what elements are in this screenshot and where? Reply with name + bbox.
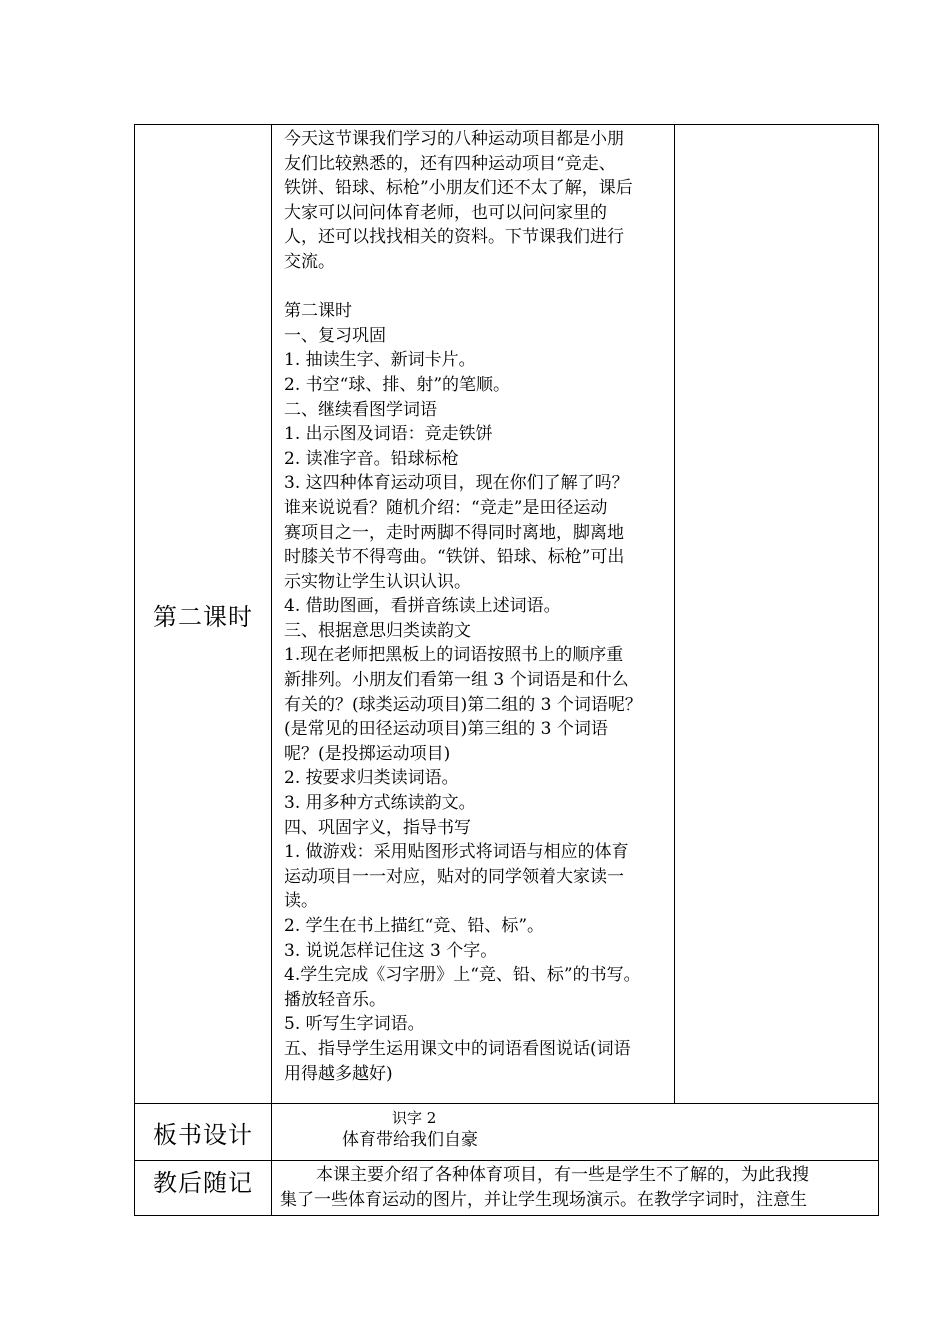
lesson-line: 读。	[284, 891, 318, 912]
lesson-label: 第二课时	[135, 125, 272, 1104]
lesson-line: 二、继续看图学词语	[284, 399, 437, 420]
lesson-line: 三、根据意思归类读韵文	[284, 620, 471, 641]
lesson-line: 5. 听写生字词语。	[284, 1014, 425, 1035]
lesson-line: 今天这节课我们学习的八种运动项目都是小朋	[284, 129, 624, 149]
lesson-line: 示实物让学生认识认识。	[284, 571, 471, 592]
reflection-line: 集了一些体育运动的图片，并让学生现场演示。在教学字词时，注意生	[280, 1190, 807, 1210]
lesson-line: 运动项目一一对应，贴对的同学领着大家读一	[284, 866, 624, 887]
lesson-line: 第二课时	[284, 301, 352, 322]
lesson-line: 3. 用多种方式练读韵文。	[284, 793, 476, 814]
lesson-line: 人，还可以找找相关的资料。下节课我们进行	[284, 227, 624, 248]
lesson-line: (是常见的田径运动项目)第三组的 3 个词语	[284, 719, 608, 740]
reflection-row	[135, 1161, 879, 1216]
lesson-content	[272, 125, 675, 1104]
lesson-line	[284, 275, 666, 300]
lesson-line: 1. 抽读生字、新词卡片。	[284, 350, 476, 371]
lesson-line: 2. 书空“球、排、射”的笔顺。	[284, 374, 511, 395]
lesson-line: 1. 做游戏：采用贴图形式将词语与相应的体育	[284, 842, 629, 863]
lesson-line: 2. 读准字音。铅球标枪	[284, 448, 459, 469]
lesson-row	[135, 125, 879, 1104]
lesson-line: 一、复习巩固	[284, 325, 386, 346]
lesson-line: 播放轻音乐。	[284, 989, 386, 1010]
lesson-plan-table	[134, 124, 879, 1216]
board-design-label: 板书设计	[135, 1104, 272, 1161]
lesson-line: 五、指导学生运用课文中的词语看图说话(词语	[284, 1038, 631, 1059]
board-subtitle: 体育带给我们自豪	[342, 1130, 478, 1150]
reflection-content	[272, 1161, 879, 1216]
notes-cell	[675, 125, 879, 1104]
board-design-content	[272, 1104, 879, 1161]
reflection-label: 教后随记	[135, 1161, 272, 1216]
lesson-line: 3. 这四种体育运动项目，现在你们了解了吗？	[284, 473, 629, 494]
lesson-line: 1. 出示图及词语：竞走铁饼	[284, 424, 493, 445]
lesson-line: 交流。	[284, 251, 335, 272]
lesson-line: 时膝关节不得弯曲。“铁饼、铅球、标枪”可出	[284, 547, 625, 568]
lesson-line: 有关的？(球类运动项目)第二组的 3 个词语呢？	[284, 694, 642, 715]
lesson-line: 4. 借助图画，看拼音练读上述词语。	[284, 596, 561, 617]
lesson-line: 铁饼、铅球、标枪”小朋友们还不太了解，课后	[284, 178, 633, 199]
lesson-line: 赛项目之一，走时两脚不得同时离地，脚离地	[284, 522, 624, 543]
lesson-line: 用得越多越好)	[284, 1063, 393, 1084]
board-design-row	[135, 1104, 879, 1161]
lesson-line: 2. 学生在书上描红“竞、铅、标”。	[284, 916, 545, 936]
lesson-line: 3. 说说怎样记住这 3 个字。	[284, 940, 498, 961]
lesson-line: 四、巩固字义，指导书写	[284, 817, 471, 838]
lesson-line: 友们比较熟悉的，还有四种运动项目“竞走、	[284, 153, 616, 174]
lesson-line: 新排列。小朋友们看第一组 3 个词语是和什么	[284, 670, 629, 691]
lesson-line: 谁来说说看？随机介绍：“竞走”是田径运动	[284, 497, 608, 518]
lesson-line: 呢？(是投掷运动项目)	[284, 743, 451, 764]
reflection-line: 本课主要介绍了各种体育项目，有一些是学生不了解的，为此我搜	[316, 1165, 809, 1185]
board-title: 识字 2	[392, 1109, 437, 1127]
lesson-line: 1.现在老师把黑板上的词语按照书上的顺序重	[284, 645, 624, 666]
lesson-line: 4.学生完成《习字册》上“竞、铅、标”的书写。	[284, 965, 641, 986]
lesson-line: 大家可以问问体育老师，也可以问问家里的	[284, 202, 607, 223]
lesson-line: 2. 按要求归类读词语。	[284, 768, 459, 789]
